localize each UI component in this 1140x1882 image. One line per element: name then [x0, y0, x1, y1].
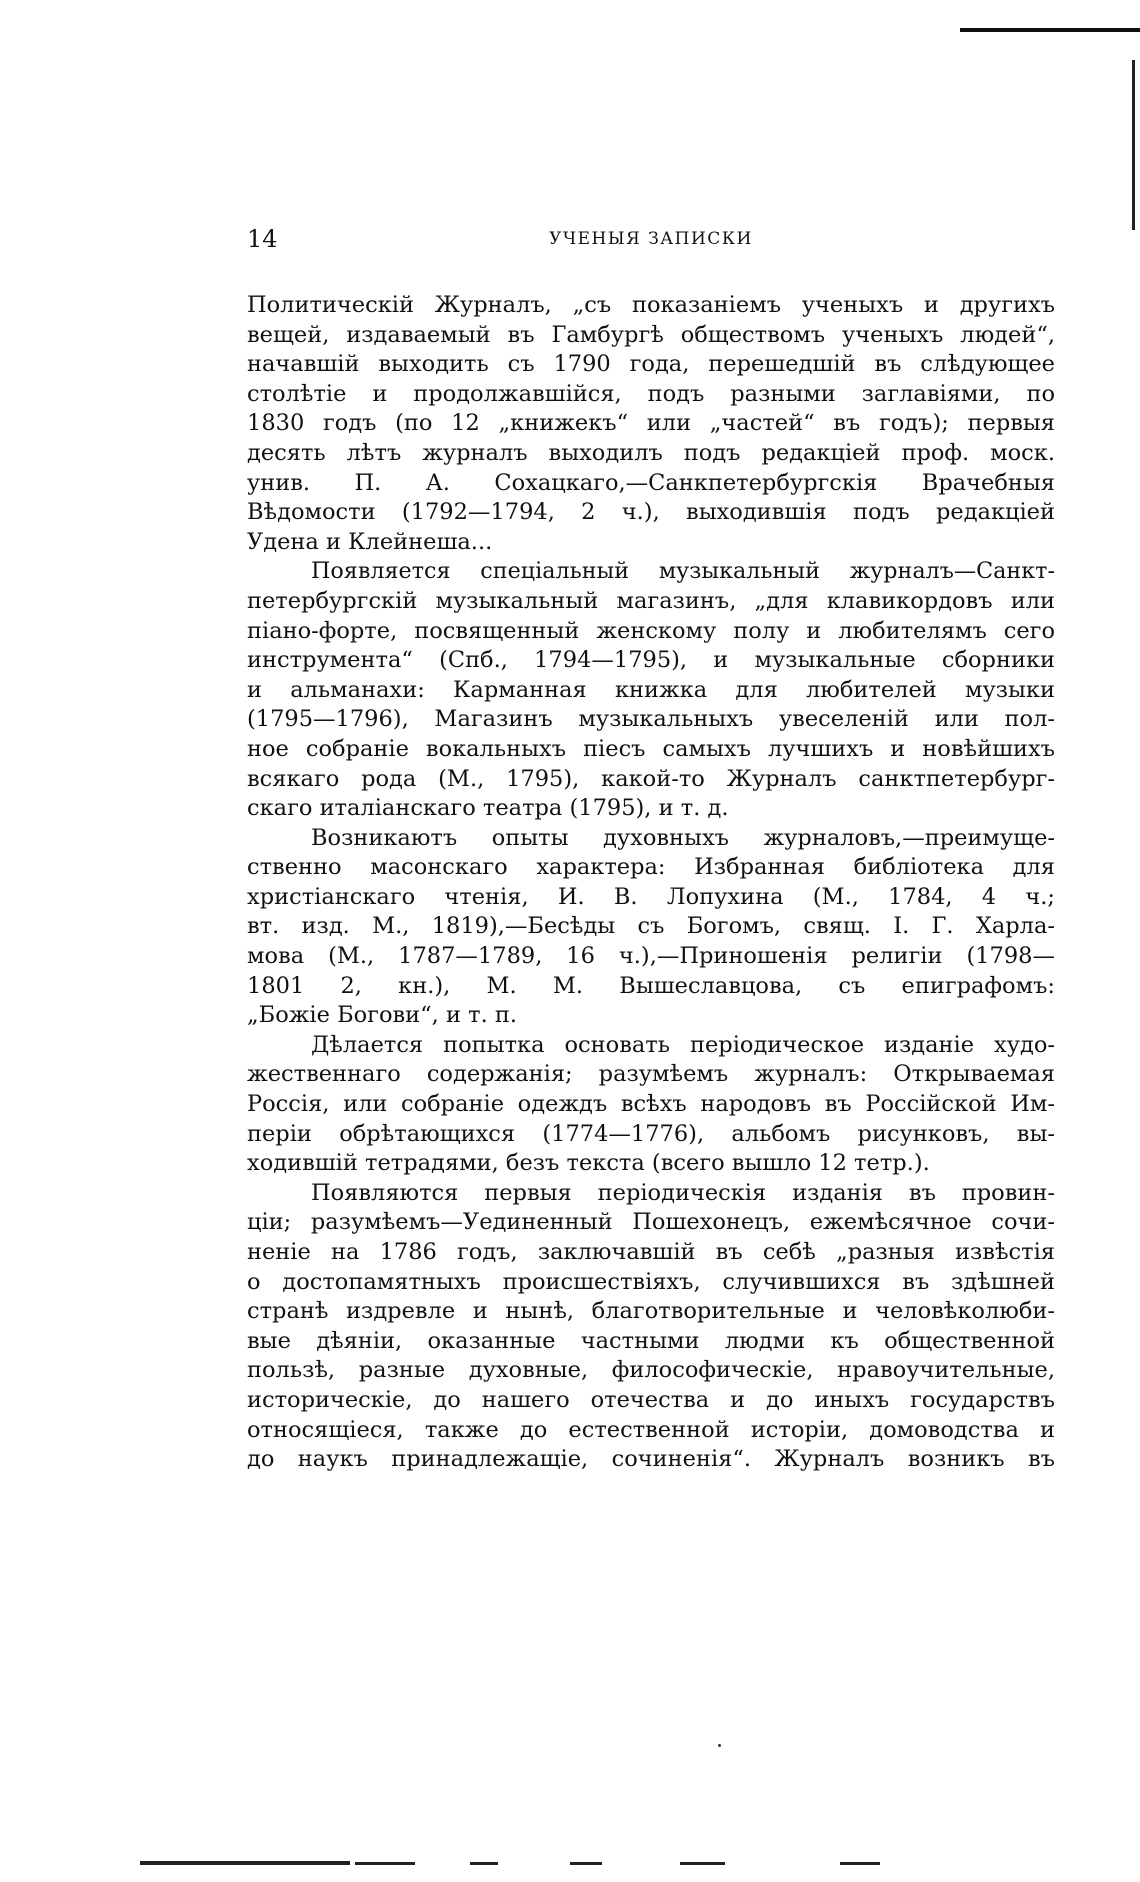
book-page: [247, 225, 1055, 1475]
text-line: 1830 годъ (по 12 „книжекъ“ или „частей“ въ годъ); первыя: [247, 410, 1055, 437]
text-line: странѣ издревле и нынѣ, благотворительные и человѣколюби-: [247, 1298, 1055, 1325]
text-line: 1801 2, кн.), М. М. Вышеславцова, съ епиграфомъ:: [247, 972, 1055, 999]
text-line: ціи; разумѣемъ—Уединенный Пошехонецъ, ежемѣсячное сочи-: [247, 1209, 1055, 1236]
text-line: Появляется спеціальный музыкальный журналъ—Санкт-: [311, 558, 1055, 585]
text-line: ное собраніе вокальныхъ піесъ самыхъ лучшихъ и новѣйшихъ: [247, 735, 1055, 762]
text-line: вт. изд. М., 1819),—Бесѣды съ Богомъ, свящ. І. Г. Харла-: [247, 913, 1055, 940]
text-line: Политическій Журналъ, „съ показаніемъ ученыхъ и другихъ: [247, 292, 1055, 318]
paragraph-1: [247, 291, 1055, 557]
page-number: 14: [247, 225, 278, 253]
text-line: Россія, или собраніе одеждъ всѣхъ народовъ въ Россійской Им-: [247, 1091, 1055, 1118]
text-line: столѣтіе и продолжавшійся, подъ разными заглавіями, по: [247, 380, 1055, 407]
paragraph-3: [247, 824, 1055, 1031]
text-line: „Божіе Богови“, и т. п.: [247, 1002, 518, 1029]
paragraph-2: [247, 557, 1055, 823]
text-line: періи обрѣтающихся (1774—1776), альбомъ рисунковъ, вы-: [247, 1120, 1055, 1147]
text-line: до наукъ принадлежащіе, сочиненія“. Журналъ возникъ въ: [247, 1446, 1055, 1473]
text-line: Возникаютъ опыты духовныхъ журналовъ,—преимуще-: [311, 824, 1055, 851]
text-line: Удена и Клейнеша...: [247, 528, 493, 555]
scan-edge-bottom-line: [355, 1862, 415, 1865]
scan-edge-bottom-line: [470, 1862, 498, 1865]
text-line: вещей, издаваемый въ Гамбургѣ обществомъ ученыхъ людей“,: [247, 321, 1055, 348]
paragraph-5: [247, 1179, 1055, 1475]
text-line: относящіеся, также до естественной исторіи, домоводства и: [247, 1416, 1055, 1443]
text-line: христіанскаго чтенія, И. В. Лопухина (М., 1784, 4 ч.;: [247, 883, 1055, 910]
text-line: всякаго рода (М., 1795), какой-то Журналъ санктпетербург-: [247, 765, 1055, 792]
text-line: вые дѣяніи, оказанные частными людми къ общественной: [247, 1327, 1055, 1354]
text-line: мова (М., 1787—1789, 16 ч.),—Приношенія религіи (1798—: [247, 943, 1055, 970]
text-line: десять лѣтъ журналъ выходилъ подъ редакціей проф. моск.: [247, 439, 1055, 466]
text-line: піано-форте, посвященный женскому полу и любителямъ сего: [247, 617, 1055, 644]
text-line: историческіе, до нашего отечества и до иныхъ государствъ: [247, 1386, 1055, 1413]
running-title: УЧЕНЫЯ ЗАПИСКИ: [549, 229, 753, 249]
text-line: (1795—1796), Магазинъ музыкальныхъ увеселеній или пол-: [247, 706, 1055, 733]
text-line: жественнаго содержанія; разумѣемъ журналъ: Открываемая: [247, 1061, 1055, 1088]
text-line: ственно масонскаго характера: Избранная библіотека для: [247, 854, 1055, 881]
running-head: [247, 225, 1055, 265]
scan-edge-bottom-line: [570, 1862, 602, 1865]
scan-edge-bottom-line: [140, 1861, 350, 1865]
text-line: Вѣдомости (1792—1794, 2 ч.), выходившія подъ редакціей: [247, 499, 1055, 526]
text-line: Дѣлается попытка основать періодическое изданіе худо-: [311, 1031, 1055, 1058]
text-line: неніе на 1786 годъ, заключавшій въ себѣ „разныя извѣстія: [247, 1239, 1055, 1265]
scan-edge-bottom-line: [680, 1862, 725, 1865]
text-line: петербургскій музыкальный магазинъ, „для клавикордовъ или: [247, 587, 1055, 614]
text-line: ходившій тетрадями, безъ текста (всего вышло 12 тетр.).: [247, 1150, 930, 1177]
text-line: о достопамятныхъ происшествіяхъ, случившихся въ здѣшней: [247, 1268, 1055, 1295]
text-line: пользѣ, разные духовные, философическіе, нравоучительные,: [247, 1357, 1055, 1384]
text-line: скаго италіанскаго театра (1795), и т. д.: [247, 795, 729, 822]
scan-edge-top-line: [960, 28, 1140, 32]
text-line: начавшій выходить съ 1790 года, перешедшій въ слѣдующее: [247, 351, 1055, 378]
scan-edge-bottom-line: [840, 1862, 880, 1865]
text-line: унив. П. А. Сохацкаго,—Санкпетербургскія Врачебныя: [247, 469, 1055, 496]
scan-edge-right-line: [1132, 60, 1135, 230]
text-line: Появляются первыя періодическія изданія въ провин-: [311, 1179, 1055, 1206]
text-line: и альманахи: Карманная книжка для любителей музыки: [247, 676, 1055, 703]
paragraph-4: [247, 1031, 1055, 1179]
text-line: инструмента“ (Спб., 1794—1795), и музыкальные сборники: [247, 647, 1055, 674]
scan-speck: [718, 1744, 721, 1747]
